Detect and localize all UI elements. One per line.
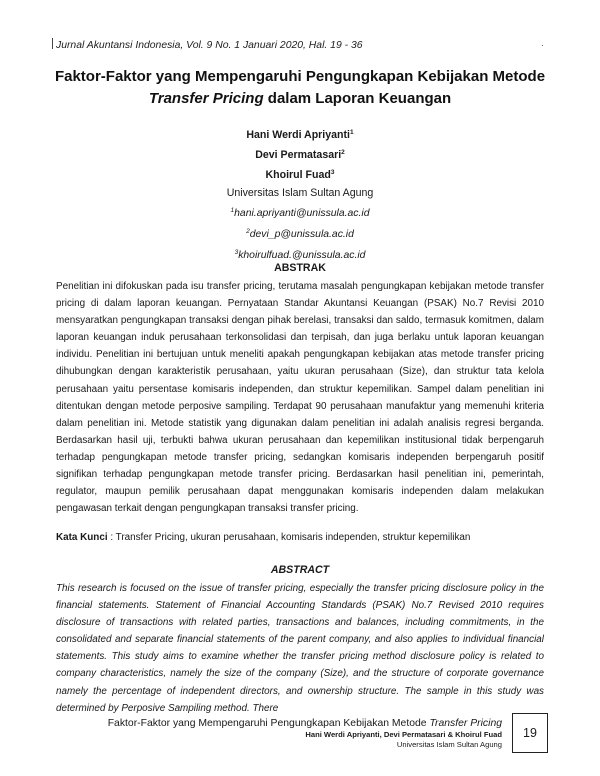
footer-university: Universitas Islam Sultan Agung	[396, 740, 502, 749]
footer-authors: Hani Werdi Apriyanti, Devi Permatasari & Khoirul Fuad	[305, 730, 502, 739]
header-dot: .	[541, 38, 544, 49]
email-sup: 1	[230, 207, 235, 214]
affiliation: Universitas Islam Sultan Agung	[226, 187, 374, 199]
footer-title-italic: Transfer Pricing	[429, 718, 502, 729]
email-2	[100, 223, 500, 244]
page-footer	[100, 717, 502, 750]
abstrak-heading: ABSTRAK	[274, 262, 326, 274]
author-sup: 2	[341, 149, 345, 156]
keywords	[56, 530, 544, 546]
footer-title	[100, 717, 502, 730]
footer-title-plain: Faktor-Faktor yang Mempengaruhi Pengungkapan Kebijakan Metode	[107, 718, 430, 729]
author-name: Khoirul Fuad	[265, 169, 331, 181]
keywords-label: Kata Kunci	[56, 532, 108, 543]
email-address: hani.apriyanti@unissula.ac.id	[234, 208, 370, 219]
keywords-text: : Transfer Pricing, ukuran perusahaan, komisaris independen, struktur kepemilikan	[110, 532, 471, 543]
author-name: Devi Permatasari	[255, 149, 342, 161]
page-number: 19	[512, 713, 548, 753]
abstract-heading: ABSTRACT	[270, 564, 330, 576]
header-bar	[52, 38, 53, 49]
title-line-2	[40, 88, 560, 110]
author-sup: 1	[349, 129, 354, 136]
paper-title	[40, 66, 560, 110]
author-name: Hani Werdi Apriyanti	[246, 129, 350, 141]
journal-citation: Jurnal Akuntansi Indonesia, Vol. 9 No. 1 Januari 2020, Hal. 19 - 36	[56, 40, 363, 51]
author-block	[100, 124, 500, 265]
title-italic-term: Transfer Pricing	[148, 90, 264, 107]
title-line-2-rest: dalam Laporan Keuangan	[263, 90, 452, 107]
email-sup: 3	[234, 249, 239, 256]
email-address: khoirulfuad.@unissula.ac.id	[238, 250, 366, 261]
email-sup: 2	[246, 228, 250, 235]
journal-header	[52, 38, 552, 51]
author-2	[100, 144, 500, 164]
author-sup: 3	[330, 169, 335, 176]
title-line-1: Faktor-Faktor yang Mempengaruhi Pengungkapan Kebijakan Metode	[54, 68, 546, 85]
email-1	[100, 202, 500, 223]
author-3	[100, 164, 500, 184]
abstrak-body: Penelitian ini difokuskan pada isu transfer pricing, terutama masalah pengungkapan kebijakan metode transfer pricing di dalam laporan keuangan. Pernyataan Standar Akuntansi Keuangan (PSAK) No.7 Revisi 2010 mensyaratkan pengungkapan transaksi dengan pihak berelasi, transaksi dan saldo, termasuk komitmen, dalam laporan keuangan induk perusahaan terkonsolidasi dan terpisah, dan juga berlaku untuk laporan keuangan individu. Penelitian ini bertujuan untuk meneliti apakah pengungkapan kebijakan atas metode transfer pricing dihubungkan dengan karakteristik perusahaan, yaitu ukuran perusahaan (Size), dan struktur tata kelola perusahaan yaitu persentase komisaris independen, dan struktur kepemilikan. Sampel dalam penelitian ini ditentukan dengan metode perposive sampiling. Terdapat 90 perusahaan manufaktur yang memenuhi kriteria dalam penelitian ini. Metode statistik yang digunakan dalam penelitian ini adalah analisis regresi berganda. Berdasarkan hasil uji, terbukti bahwa ukuran perusahaan dan kepemilikan institusional tidak berpengaruh terhadap pengungkapan metode transfer pricing, sedangkan komisaris independen berpengaruh positif signifikan terhadap pengungkapan metode transfer pricing. Berdasarkan hasil penelitian ini, pemerintah, regulator, maupun pemilik perusahaan dapat menggunakan komisaris independen dalam melakukan pengawasan terkait dengan pengungkapan transaksi transfer pricing.	[56, 281, 544, 515]
email-address: devi_p@unissula.ac.id	[249, 229, 354, 240]
author-1	[100, 124, 500, 144]
abstract-body: This research is focused on the issue of transfer pricing, especially the transfer pricing disclosure policy in the financial statements. Statement of Financial Accounting Standards (PSAK) No.7 Revised 2010 requires disclosure of transactions with related parties, transactions and balances, including commitments, in the consolidated and separate financial statements of the parent company, and also applies to individual financial statements. This study aims to examine whether the transfer pricing method disclosure policy is related to company characteristics, namely the size of the company (Size), and the structure of corporate governance namely the percentage of independent directors, and ownership structure. The sample in this study was determined by Perposive Sampiling method. There	[56, 583, 544, 714]
